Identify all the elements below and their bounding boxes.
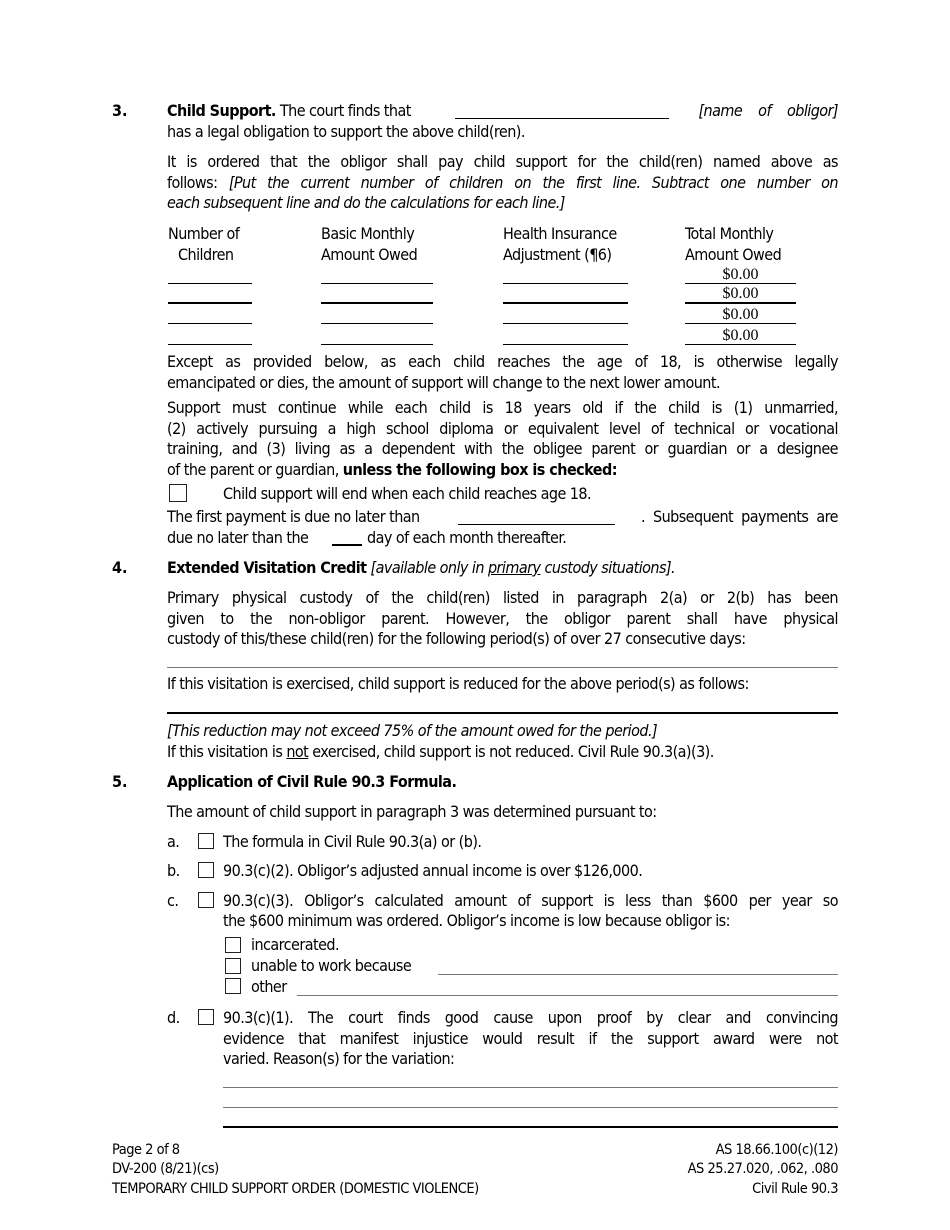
reduction-note: [This reduction may not exceed 75% of the amount owed for the period.] xyxy=(167,721,658,740)
header-line-2: Amount Owed xyxy=(685,244,782,264)
option-text-line-3: varied. Reason(s) for the variation: xyxy=(223,1049,455,1068)
option-text: 90.3(c)(1). The court finds good cause upon proof by clear and convincing xyxy=(223,1008,838,1027)
total-amount-value: $0.00 xyxy=(722,327,759,344)
support-text-4-bold: unless the following box is checked: xyxy=(342,460,617,479)
variation-reason-line-1[interactable] xyxy=(223,1087,838,1088)
total-amount-value: $0.00 xyxy=(722,266,759,283)
option-d-checkbox[interactable] xyxy=(198,1009,214,1025)
total-amount-field[interactable] xyxy=(685,344,796,345)
basic-amount-field[interactable] xyxy=(321,283,433,284)
payment-day-suffix: day of each month thereafter. xyxy=(367,528,567,547)
reason-unable-to-work-checkbox[interactable] xyxy=(225,958,241,974)
obligor-name-field[interactable] xyxy=(455,118,669,119)
reason-incarcerated-checkbox[interactable] xyxy=(225,937,241,953)
option-text: 90.3(c)(3). Obligor’s calculated amount of support is less than $600 per year so xyxy=(223,891,838,910)
header-line-2: Amount Owed xyxy=(321,244,418,264)
section-4-heading xyxy=(167,558,675,579)
option-text: The formula in Civil Rule 90.3(a) or (b). xyxy=(223,832,482,851)
not-exercised-text xyxy=(167,742,714,763)
children-field[interactable] xyxy=(168,344,252,345)
footer-ref-1: AS 18.66.100(c)(12) xyxy=(715,1142,838,1158)
option-text-line-2: the $600 minimum was ordered. Obligor’s income is low because obligor is: xyxy=(223,911,730,930)
footer-ref-2: AS 25.27.020, .062, .080 xyxy=(687,1161,838,1177)
section-3-line-1 xyxy=(167,101,411,122)
not-exercised-post: exercised, child support is not reduced. Civil Rule 90.3(a)(3). xyxy=(312,742,714,761)
subtitle-pre: [available only in xyxy=(370,558,484,577)
option-text-line-2: evidence that manifest injustice would result if the support award were not xyxy=(223,1029,838,1048)
health-adjustment-field[interactable] xyxy=(503,344,628,345)
option-letter: c. xyxy=(167,891,179,910)
header-line-1: Basic Monthly xyxy=(321,224,415,243)
health-adjustment-field[interactable] xyxy=(503,283,628,284)
total-amount-field[interactable] xyxy=(685,302,796,304)
section-5-number: 5. xyxy=(112,772,128,791)
subtitle-underlined: primary xyxy=(487,558,541,577)
first-payment-prefix: The first payment is due no later than xyxy=(167,507,420,526)
option-text: 90.3(c)(2). Obligor’s adjusted annual income is over $126,000. xyxy=(223,861,643,880)
children-field[interactable] xyxy=(168,323,252,324)
option-c-checkbox[interactable] xyxy=(198,892,214,908)
section-3-intro-line-2: has a legal obligation to support the above child(ren). xyxy=(167,122,525,141)
not-exercised-pre: If this visitation is xyxy=(167,742,283,761)
unable-to-work-reason-field[interactable] xyxy=(438,974,838,975)
end-at-18-checkbox[interactable] xyxy=(169,484,187,502)
support-text-2: (2) actively pursuing a high school diploma or equivalent level of technical or vocational xyxy=(167,419,838,438)
section-3-title: Child Support. xyxy=(167,101,276,120)
total-amount-value: $0.00 xyxy=(722,285,759,302)
section-5-intro: The amount of child support in paragraph 3 was determined pursuant to: xyxy=(167,802,657,821)
order-text-2-instructions: [Put the current number of children on the first line. Subtract one number on xyxy=(228,173,838,192)
section-5-title: Application of Civil Rule 90.3 Formula. xyxy=(167,772,457,791)
option-b-checkbox[interactable] xyxy=(198,862,214,878)
option-letter: d. xyxy=(167,1008,180,1027)
header-line-1: Number of xyxy=(168,224,240,243)
variation-reason-line-3[interactable] xyxy=(223,1126,838,1128)
order-text-1: It is ordered that the obligor shall pay child support for the child(ren) named above as xyxy=(167,152,838,171)
first-payment-suffix: . Subsequent payments are xyxy=(640,507,838,526)
header-total-monthly xyxy=(685,224,781,265)
section-4-title: Extended Visitation Credit xyxy=(167,558,367,577)
basic-amount-field[interactable] xyxy=(321,323,433,324)
health-adjustment-field[interactable] xyxy=(503,302,628,304)
header-number-of-children xyxy=(168,224,250,265)
custody-text-3: custody of this/these child(ren) for the following period(s) of over 27 consecutive days: xyxy=(167,629,746,648)
other-reason-field[interactable] xyxy=(297,995,838,996)
total-amount-field[interactable] xyxy=(685,323,796,324)
children-field[interactable] xyxy=(168,302,252,304)
support-text-4-prefix: of the parent or guardian, xyxy=(167,460,339,479)
header-line-2: Children xyxy=(178,244,234,264)
footer-form-title: TEMPORARY CHILD SUPPORT ORDER (DOMESTIC VIOLENCE) xyxy=(112,1181,479,1197)
custody-text-1: Primary physical custody of the child(ren) listed in paragraph 2(a) or 2(b) has been xyxy=(167,588,838,607)
footer-form-id: DV-200 (8/21)(cs) xyxy=(112,1161,219,1177)
support-text-1: Support must continue while each child is 18 years old if the child is (1) unmarried, xyxy=(167,398,838,417)
section-3-intro: The court finds that xyxy=(279,101,411,120)
option-a-checkbox[interactable] xyxy=(198,833,214,849)
order-text-3: each subsequent line and do the calculations for each line.] xyxy=(167,193,565,212)
option-letter: a. xyxy=(167,832,180,851)
subtitle-post: custody situations]. xyxy=(544,558,676,577)
payment-day-field[interactable] xyxy=(332,544,362,546)
header-basic-monthly xyxy=(321,224,417,265)
header-line-1: Health Insurance xyxy=(503,224,617,243)
header-health-insurance xyxy=(503,224,617,265)
obligor-name-hint: [name of obligor] xyxy=(698,101,838,120)
basic-amount-field[interactable] xyxy=(321,302,433,304)
section-3-number: 3. xyxy=(112,101,128,120)
option-letter: b. xyxy=(167,861,180,880)
children-field[interactable] xyxy=(168,283,252,284)
header-line-2: Adjustment (¶6) xyxy=(503,244,612,264)
basic-amount-field[interactable] xyxy=(321,344,433,345)
footer-ref-3: Civil Rule 90.3 xyxy=(752,1181,838,1197)
variation-reason-line-2[interactable] xyxy=(223,1107,838,1108)
header-line-1: Total Monthly xyxy=(685,224,774,243)
health-adjustment-field[interactable] xyxy=(503,323,628,324)
reason-other-checkbox[interactable] xyxy=(225,978,241,994)
reason-other-label: other xyxy=(251,977,287,996)
except-text-1: Except as provided below, as each child reaches the age of 18, is otherwise legally xyxy=(167,352,838,371)
support-text-3: training, and (3) living as a dependent with the obligee parent or guardian or a designee xyxy=(167,439,838,458)
reason-unable-to-work-label: unable to work because xyxy=(251,956,412,975)
reduced-text: If this visitation is exercised, child support is reduced for the above period(s) as follows: xyxy=(167,674,749,693)
custody-text-2: given to the non-obligor parent. However, the obligor parent shall have physical xyxy=(167,609,838,628)
reduction-amount-field[interactable] xyxy=(167,712,838,714)
support-text-4 xyxy=(167,460,617,481)
order-text-2-prefix: follows: xyxy=(167,173,218,192)
end-at-18-label: Child support will end when each child reaches age 18. xyxy=(223,484,592,503)
section-4-number: 4. xyxy=(112,558,128,577)
footer-page-number: Page 2 of 8 xyxy=(112,1142,180,1158)
not-exercised-underlined: not xyxy=(286,742,309,761)
first-payment-date-field[interactable] xyxy=(458,524,615,525)
except-text-2: emancipated or dies, the amount of support will change to the next lower amount. xyxy=(167,373,720,392)
order-text-2 xyxy=(167,173,838,194)
total-amount-field[interactable] xyxy=(685,283,796,284)
reason-incarcerated-label: incarcerated. xyxy=(251,935,339,954)
total-amount-value: $0.00 xyxy=(722,306,759,323)
visitation-periods-field[interactable] xyxy=(167,667,838,668)
payment-day-prefix: due no later than the xyxy=(167,528,309,547)
section-4-subtitle xyxy=(371,558,676,577)
